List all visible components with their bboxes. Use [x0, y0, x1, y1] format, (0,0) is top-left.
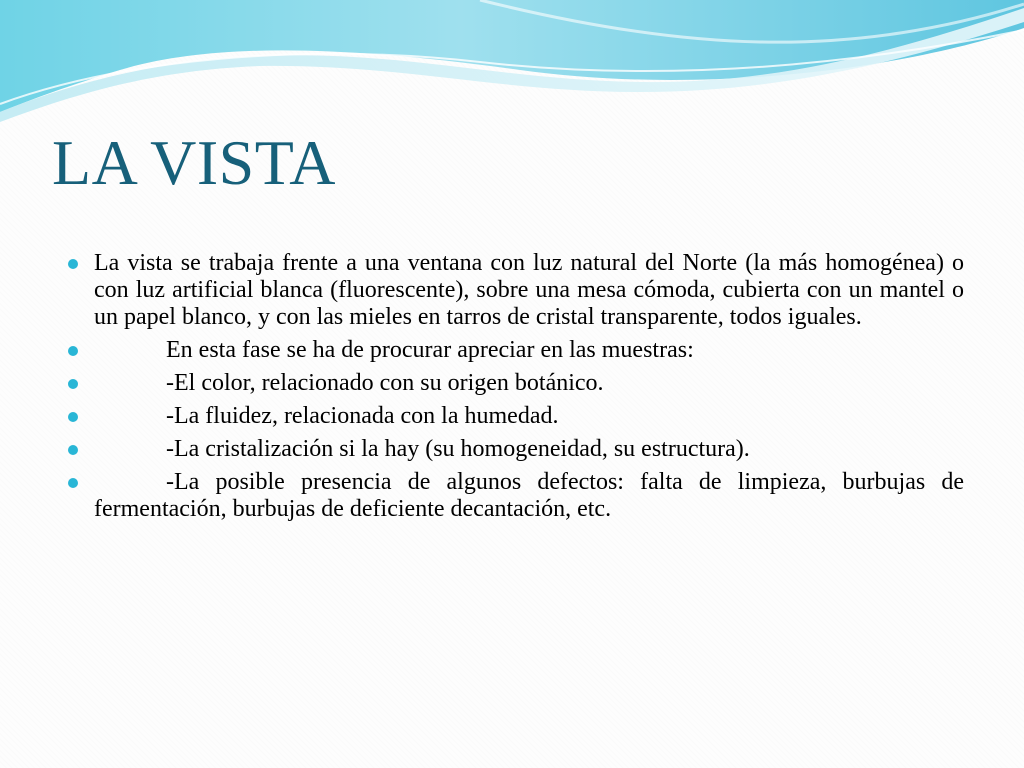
bullet-text: -La posible presencia de algunos defectos: falta de limpieza, burbujas de fermentación, burbujas de deficiente decantación, etc. [94, 469, 964, 522]
bullet-list [68, 250, 964, 529]
bullet-icon [68, 259, 78, 269]
bullet-icon [68, 412, 78, 422]
bullet-icon [68, 478, 78, 488]
bullet-icon [68, 346, 78, 356]
bullet-text: -La cristalización si la hay (su homogeneidad, su estructura). [166, 436, 750, 462]
bullet-item [68, 403, 964, 430]
bullet-item [68, 250, 964, 331]
bullet-icon [68, 445, 78, 455]
slide-title: LA VISTA [52, 127, 336, 198]
bullet-item [68, 469, 964, 523]
bullet-icon [68, 379, 78, 389]
bullet-text: -La fluidez, relacionada con la humedad. [166, 403, 559, 429]
bullet-text: La vista se trabaja frente a una ventana con luz natural del Norte (la más homogénea) o con luz artificial blanca (fluorescente), sobre una mesa cómoda, cubierta con un mantel o un papel blanco, y con las mieles en tarros de cristal transparente, todos iguales. [94, 250, 964, 330]
bullet-item [68, 436, 964, 463]
bullet-text: -El color, relacionado con su origen botánico. [166, 370, 604, 396]
bullet-text: En esta fase se ha de procurar apreciar en las muestras: [166, 337, 694, 363]
bullet-item [68, 337, 964, 364]
wave-decoration [0, 0, 1024, 130]
bullet-item [68, 370, 964, 397]
